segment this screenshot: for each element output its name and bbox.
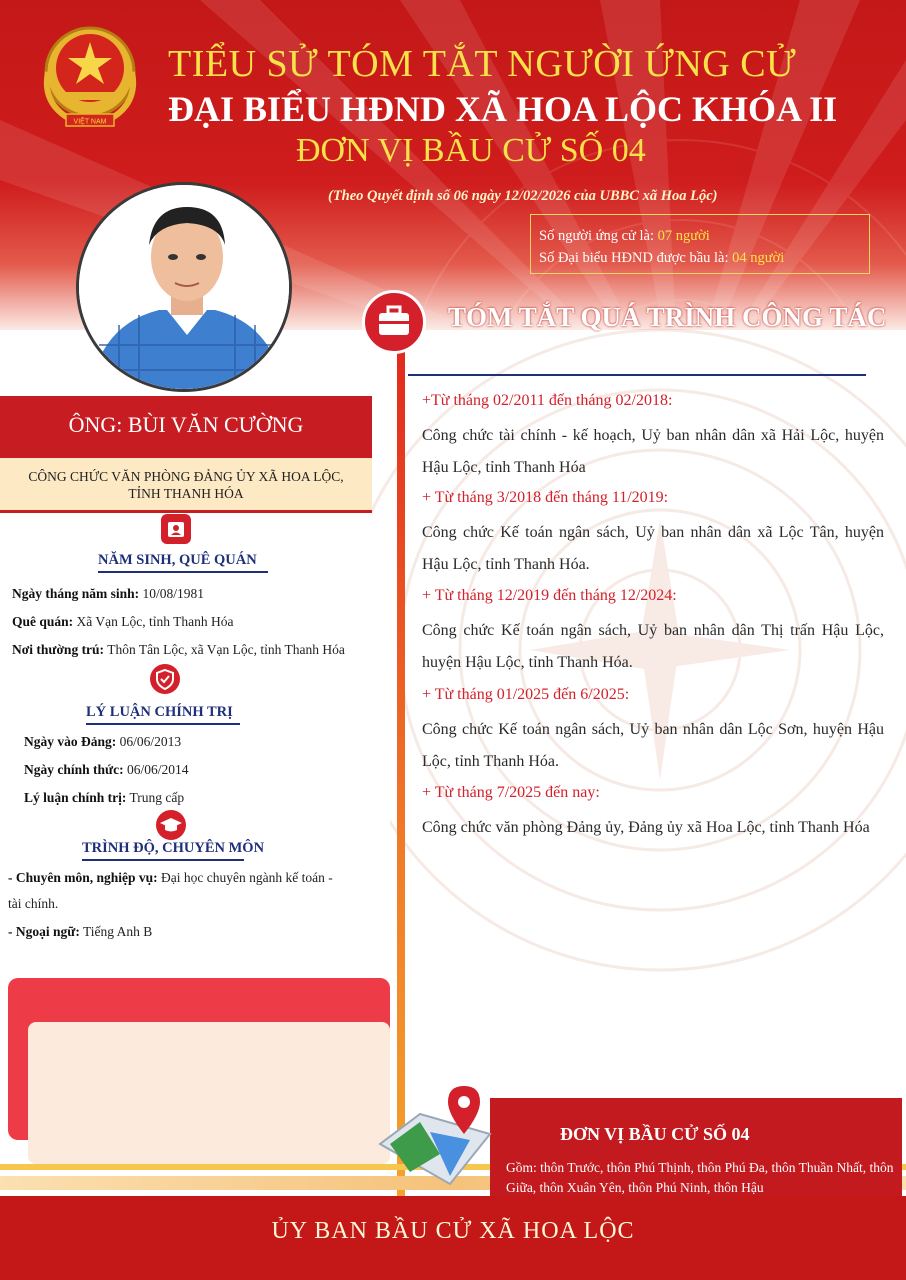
major-row: [8, 870, 333, 886]
candidate-count-label: Số người ứng cử là:: [539, 228, 655, 244]
footer-bar: [0, 1196, 906, 1280]
delegate-count-row: [539, 247, 869, 269]
decision-reference: (Theo Quyết định số 06 ngày 12/02/2026 của UBBC xã Hoa Lộc): [328, 188, 718, 204]
work-history-underline: [408, 374, 866, 376]
national-emblem: [38, 22, 142, 130]
candidate-name: ÔNG: BÙI VĂN CƯỜNG: [68, 412, 304, 437]
hometown-label: Quê quán:: [12, 614, 74, 629]
residence-label: Nơi thường trú:: [12, 642, 105, 657]
district-label: Gồm:: [506, 1160, 537, 1175]
dob-label: Ngày tháng năm sinh:: [12, 586, 140, 601]
header-title-line2: ĐẠI BIỂU HĐND XÃ HOA LỘC KHÓA II: [168, 89, 838, 129]
emblem-text: VIỆT NAM: [73, 118, 107, 126]
residence-row: [12, 642, 345, 658]
decor-beige-box: [28, 1022, 390, 1164]
work-period-5: + Từ tháng 7/2025 đến nay:: [422, 784, 600, 801]
calendar-person-icon: [161, 514, 191, 544]
education-section-title: TRÌNH ĐỘ, CHUYÊN MÔN: [82, 840, 265, 856]
birth-section-underline: [98, 571, 268, 573]
work-period-1: +Từ tháng 02/2011 đến tháng 02/2018:: [422, 392, 673, 409]
work-job-2: Công chức Kế toán ngân sách, Uỷ ban nhân dân xã Lộc Tân, huyện Hậu Lộc, tỉnh Thanh Hóa.: [422, 524, 884, 573]
dob-value: 10/08/1981: [139, 586, 205, 601]
hometown-value: Xã Vạn Lộc, tỉnh Thanh Hóa: [73, 614, 234, 629]
candidate-count-row: [539, 225, 869, 247]
language-row: [8, 924, 152, 940]
political-theory-value: Trung cấp: [126, 790, 185, 805]
candidate-position-bar: [0, 458, 372, 513]
party-join-row: [24, 734, 181, 750]
portrait-illustration: [79, 185, 292, 392]
candidate-position: [0, 468, 372, 502]
candidate-count-value: 07 người: [657, 228, 710, 244]
delegate-count-label: Số Đại biểu HĐND được bầu là:: [539, 250, 729, 266]
district-villages: [506, 1158, 896, 1198]
politics-section-title: LÝ LUẬN CHÍNH TRỊ: [86, 704, 233, 720]
work-period-3: + Từ tháng 12/2019 đến tháng 12/2024:: [422, 587, 677, 604]
work-job-5: Công chức văn phòng Đảng ủy, Đảng ủy xã Hoa Lộc, tỉnh Thanh Hóa: [422, 819, 870, 836]
map-pin-icon: [370, 1084, 500, 1190]
work-job-3: Công chức Kế toán ngân sách, Uỷ ban nhân dân Thị trấn Hậu Lộc, huyện Hậu Lộc, tỉnh Thanh Hóa.: [422, 622, 884, 671]
major-value: Đại học chuyên ngành kế toán -: [157, 870, 333, 885]
footer-text: ỦY BAN BẦU CỬ XÃ HOA LỘC: [271, 1218, 635, 1244]
major-label: - Chuyên môn, nghiệp vụ:: [8, 870, 158, 885]
residence-value: Thôn Tân Lộc, xã Vạn Lộc, tỉnh Thanh Hóa: [104, 642, 345, 657]
candidate-count-box: [530, 214, 870, 274]
party-official-value: 06/06/2014: [123, 762, 189, 777]
candidate-position-line1: CÔNG CHỨC VĂN PHÒNG ĐẢNG ỦY XÃ HOA LỘC,: [28, 469, 344, 484]
party-join-value: 06/06/2013: [116, 734, 182, 749]
language-value: Tiếng Anh B: [79, 924, 153, 939]
delegate-count-value: 04 người: [732, 250, 785, 266]
briefcase-icon: [362, 290, 426, 354]
work-period-4: + Từ tháng 01/2025 đến 6/2025:: [422, 686, 630, 703]
major-value-cont: tài chính.: [8, 896, 59, 911]
party-join-label: Ngày vào Đảng:: [24, 734, 117, 749]
major-row-cont: [8, 896, 58, 912]
district-title: ĐƠN VỊ BẦU CỬ SỐ 04: [560, 1124, 750, 1144]
work-period-2: + Từ tháng 3/2018 đến tháng 11/2019:: [422, 489, 669, 506]
header-title-line1: TIỂU SỬ TÓM TẮT NGƯỜI ỨNG CỬ: [168, 43, 797, 85]
dob-row: [12, 586, 204, 602]
candidate-photo: [76, 182, 292, 392]
work-history-title: TÓM TẮT QUÁ TRÌNH CÔNG TÁC: [448, 302, 887, 332]
political-theory-label: Lý luận chính trị:: [24, 790, 127, 805]
party-official-label: Ngày chính thức:: [24, 762, 124, 777]
politics-section-underline: [86, 723, 240, 725]
birth-section-title: NĂM SINH, QUÊ QUÁN: [98, 552, 257, 568]
language-label: - Ngoại ngữ:: [8, 924, 80, 939]
work-job-1: Công chức tài chính - kế hoạch, Uỷ ban nhân dân xã Hải Lộc, huyện Hậu Lộc, tỉnh Thanh Hóa: [422, 427, 884, 476]
district-village-list: thôn Trước, thôn Phú Thịnh, thôn Phú Đa, thôn Thuần Nhất, thôn Giữa, thôn Xuân Yên, thôn Phú Ninh, thôn Hậu: [506, 1160, 894, 1195]
graduation-cap-icon: [156, 810, 186, 840]
timeline-line: [397, 300, 405, 1200]
hometown-row: [12, 614, 234, 630]
header-title-line3: ĐƠN VỊ BẦU CỬ SỐ 04: [296, 132, 646, 169]
education-section-underline: [82, 859, 244, 861]
work-job-4: Công chức Kế toán ngân sách, Uỷ ban nhân dân Lộc Sơn, huyện Hậu Lộc, tỉnh Thanh Hóa.: [422, 721, 884, 770]
political-theory-row: [24, 790, 184, 806]
party-official-row: [24, 762, 189, 778]
candidate-name-bar: [0, 396, 372, 458]
candidate-position-line2: TỈNH THANH HÓA: [128, 486, 244, 501]
shield-check-icon: [150, 664, 180, 694]
